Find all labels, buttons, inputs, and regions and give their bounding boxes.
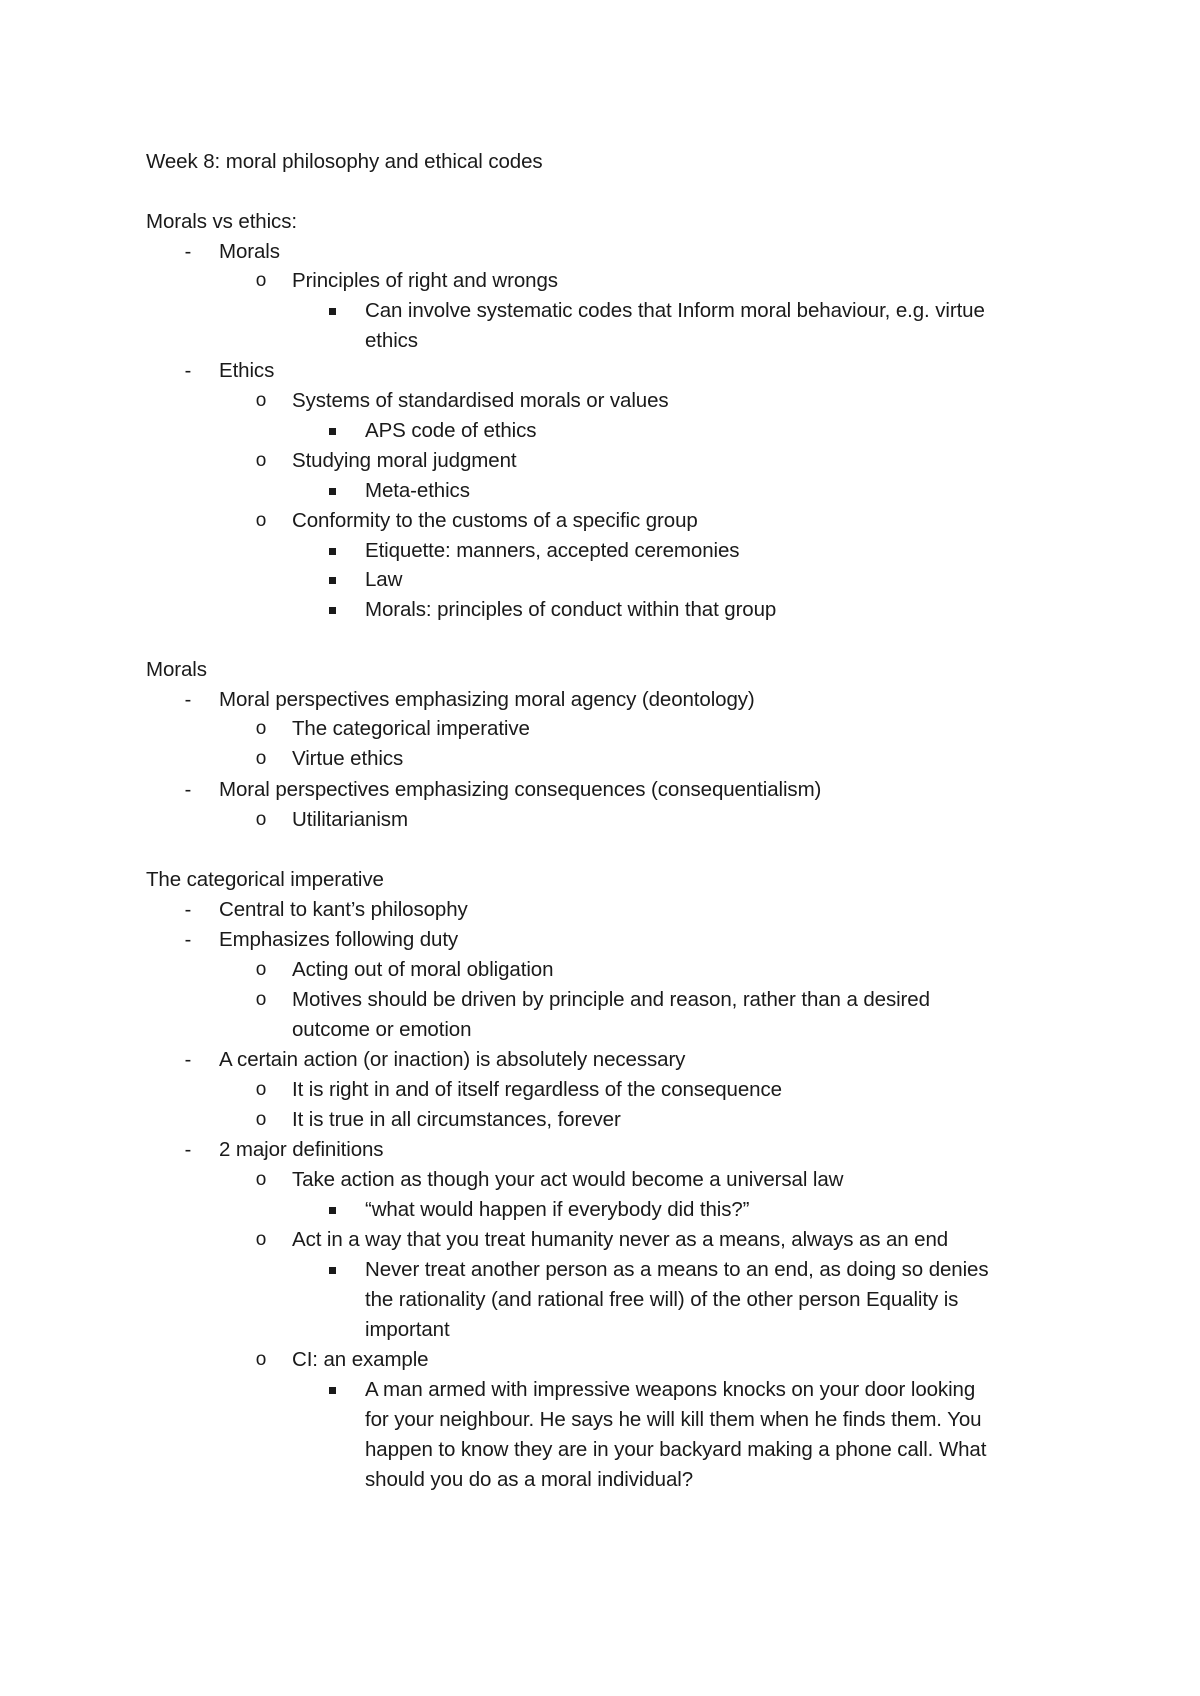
list-item: “what would happen if everybody did this?”: [365, 1198, 750, 1221]
circle-bullet: o: [255, 1229, 267, 1250]
dash-bullet: -: [184, 899, 192, 921]
list-item: Never treat another person as a means to an end, as doing so denies: [365, 1258, 989, 1281]
list-item: Moral perspectives emphasizing moral agency (deontology): [219, 688, 755, 711]
circle-bullet: o: [255, 809, 267, 830]
list-item: Systems of standardised morals or values: [292, 389, 669, 412]
list-item: Law: [365, 568, 403, 591]
square-bullet: [329, 1387, 336, 1394]
circle-bullet: o: [255, 270, 267, 291]
dash-bullet: -: [184, 360, 192, 382]
section-heading-morals-vs-ethics: Morals vs ethics:: [146, 210, 297, 233]
dash-bullet: -: [184, 779, 192, 801]
square-bullet: [329, 1207, 336, 1214]
list-item: Etiquette: manners, accepted ceremonies: [365, 539, 740, 562]
square-bullet: [329, 577, 336, 584]
list-item: Principles of right and wrongs: [292, 269, 558, 292]
dash-bullet: -: [184, 1049, 192, 1071]
circle-bullet: o: [255, 1109, 267, 1130]
dash-bullet: -: [184, 929, 192, 951]
list-item: Act in a way that you treat humanity never as a means, always as an end: [292, 1228, 949, 1251]
list-item: Emphasizes following duty: [219, 928, 459, 951]
list-item: Virtue ethics: [292, 747, 404, 770]
list-item: It is right in and of itself regardless of the consequence: [292, 1078, 782, 1101]
circle-bullet: o: [255, 1079, 267, 1100]
list-item: It is true in all circumstances, forever: [292, 1108, 621, 1131]
list-item: The categorical imperative: [292, 717, 530, 740]
list-item: Can involve systematic codes that Inform moral behaviour, e.g. virtue: [365, 299, 985, 322]
list-item-continuation: for your neighbour. He says he will kill them when he finds them. You: [365, 1408, 982, 1431]
list-item: Central to kant’s philosophy: [219, 898, 468, 921]
list-item: Meta-ethics: [365, 479, 470, 502]
circle-bullet: o: [255, 1349, 267, 1370]
list-item: Acting out of moral obligation: [292, 958, 554, 981]
list-item: Studying moral judgment: [292, 449, 517, 472]
circle-bullet: o: [255, 1169, 267, 1190]
list-item-continuation: happen to know they are in your backyard making a phone call. What: [365, 1438, 987, 1461]
list-item: Morals: principles of conduct within that group: [365, 598, 777, 621]
list-item: A certain action (or inaction) is absolutely necessary: [219, 1048, 686, 1071]
square-bullet: [329, 548, 336, 555]
dash-bullet: -: [184, 241, 192, 263]
list-item-continuation: the rationality (and rational free will) of the other person Equality is: [365, 1288, 959, 1311]
list-item-continuation: outcome or emotion: [292, 1018, 472, 1041]
list-item-continuation: important: [365, 1318, 450, 1341]
square-bullet: [329, 1267, 336, 1274]
circle-bullet: o: [255, 959, 267, 980]
square-bullet: [329, 607, 336, 614]
square-bullet: [329, 308, 336, 315]
list-item: Utilitarianism: [292, 808, 408, 831]
circle-bullet: o: [255, 450, 267, 471]
square-bullet: [329, 428, 336, 435]
list-item: Take action as though your act would become a universal law: [292, 1168, 844, 1191]
list-item: 2 major definitions: [219, 1138, 384, 1161]
dash-bullet: -: [184, 689, 192, 711]
list-item-continuation: should you do as a moral individual?: [365, 1468, 694, 1491]
list-item: Conformity to the customs of a specific group: [292, 509, 698, 532]
document-title: Week 8: moral philosophy and ethical codes: [146, 150, 543, 173]
list-item: Moral perspectives emphasizing consequences (consequentialism): [219, 778, 822, 801]
dash-bullet: -: [184, 1139, 192, 1161]
list-item: Ethics: [219, 359, 275, 382]
circle-bullet: o: [255, 748, 267, 769]
list-item: A man armed with impressive weapons knocks on your door looking: [365, 1378, 976, 1401]
square-bullet: [329, 488, 336, 495]
circle-bullet: o: [255, 718, 267, 739]
circle-bullet: o: [255, 989, 267, 1010]
section-heading-categorical-imperative: The categorical imperative: [146, 868, 384, 891]
circle-bullet: o: [255, 390, 267, 411]
list-item-continuation: ethics: [365, 329, 418, 352]
list-item: CI: an example: [292, 1348, 429, 1371]
list-item: APS code of ethics: [365, 419, 537, 442]
circle-bullet: o: [255, 510, 267, 531]
list-item: Motives should be driven by principle and reason, rather than a desired: [292, 988, 930, 1011]
section-heading-morals: Morals: [146, 658, 207, 681]
list-item: Morals: [219, 240, 280, 263]
